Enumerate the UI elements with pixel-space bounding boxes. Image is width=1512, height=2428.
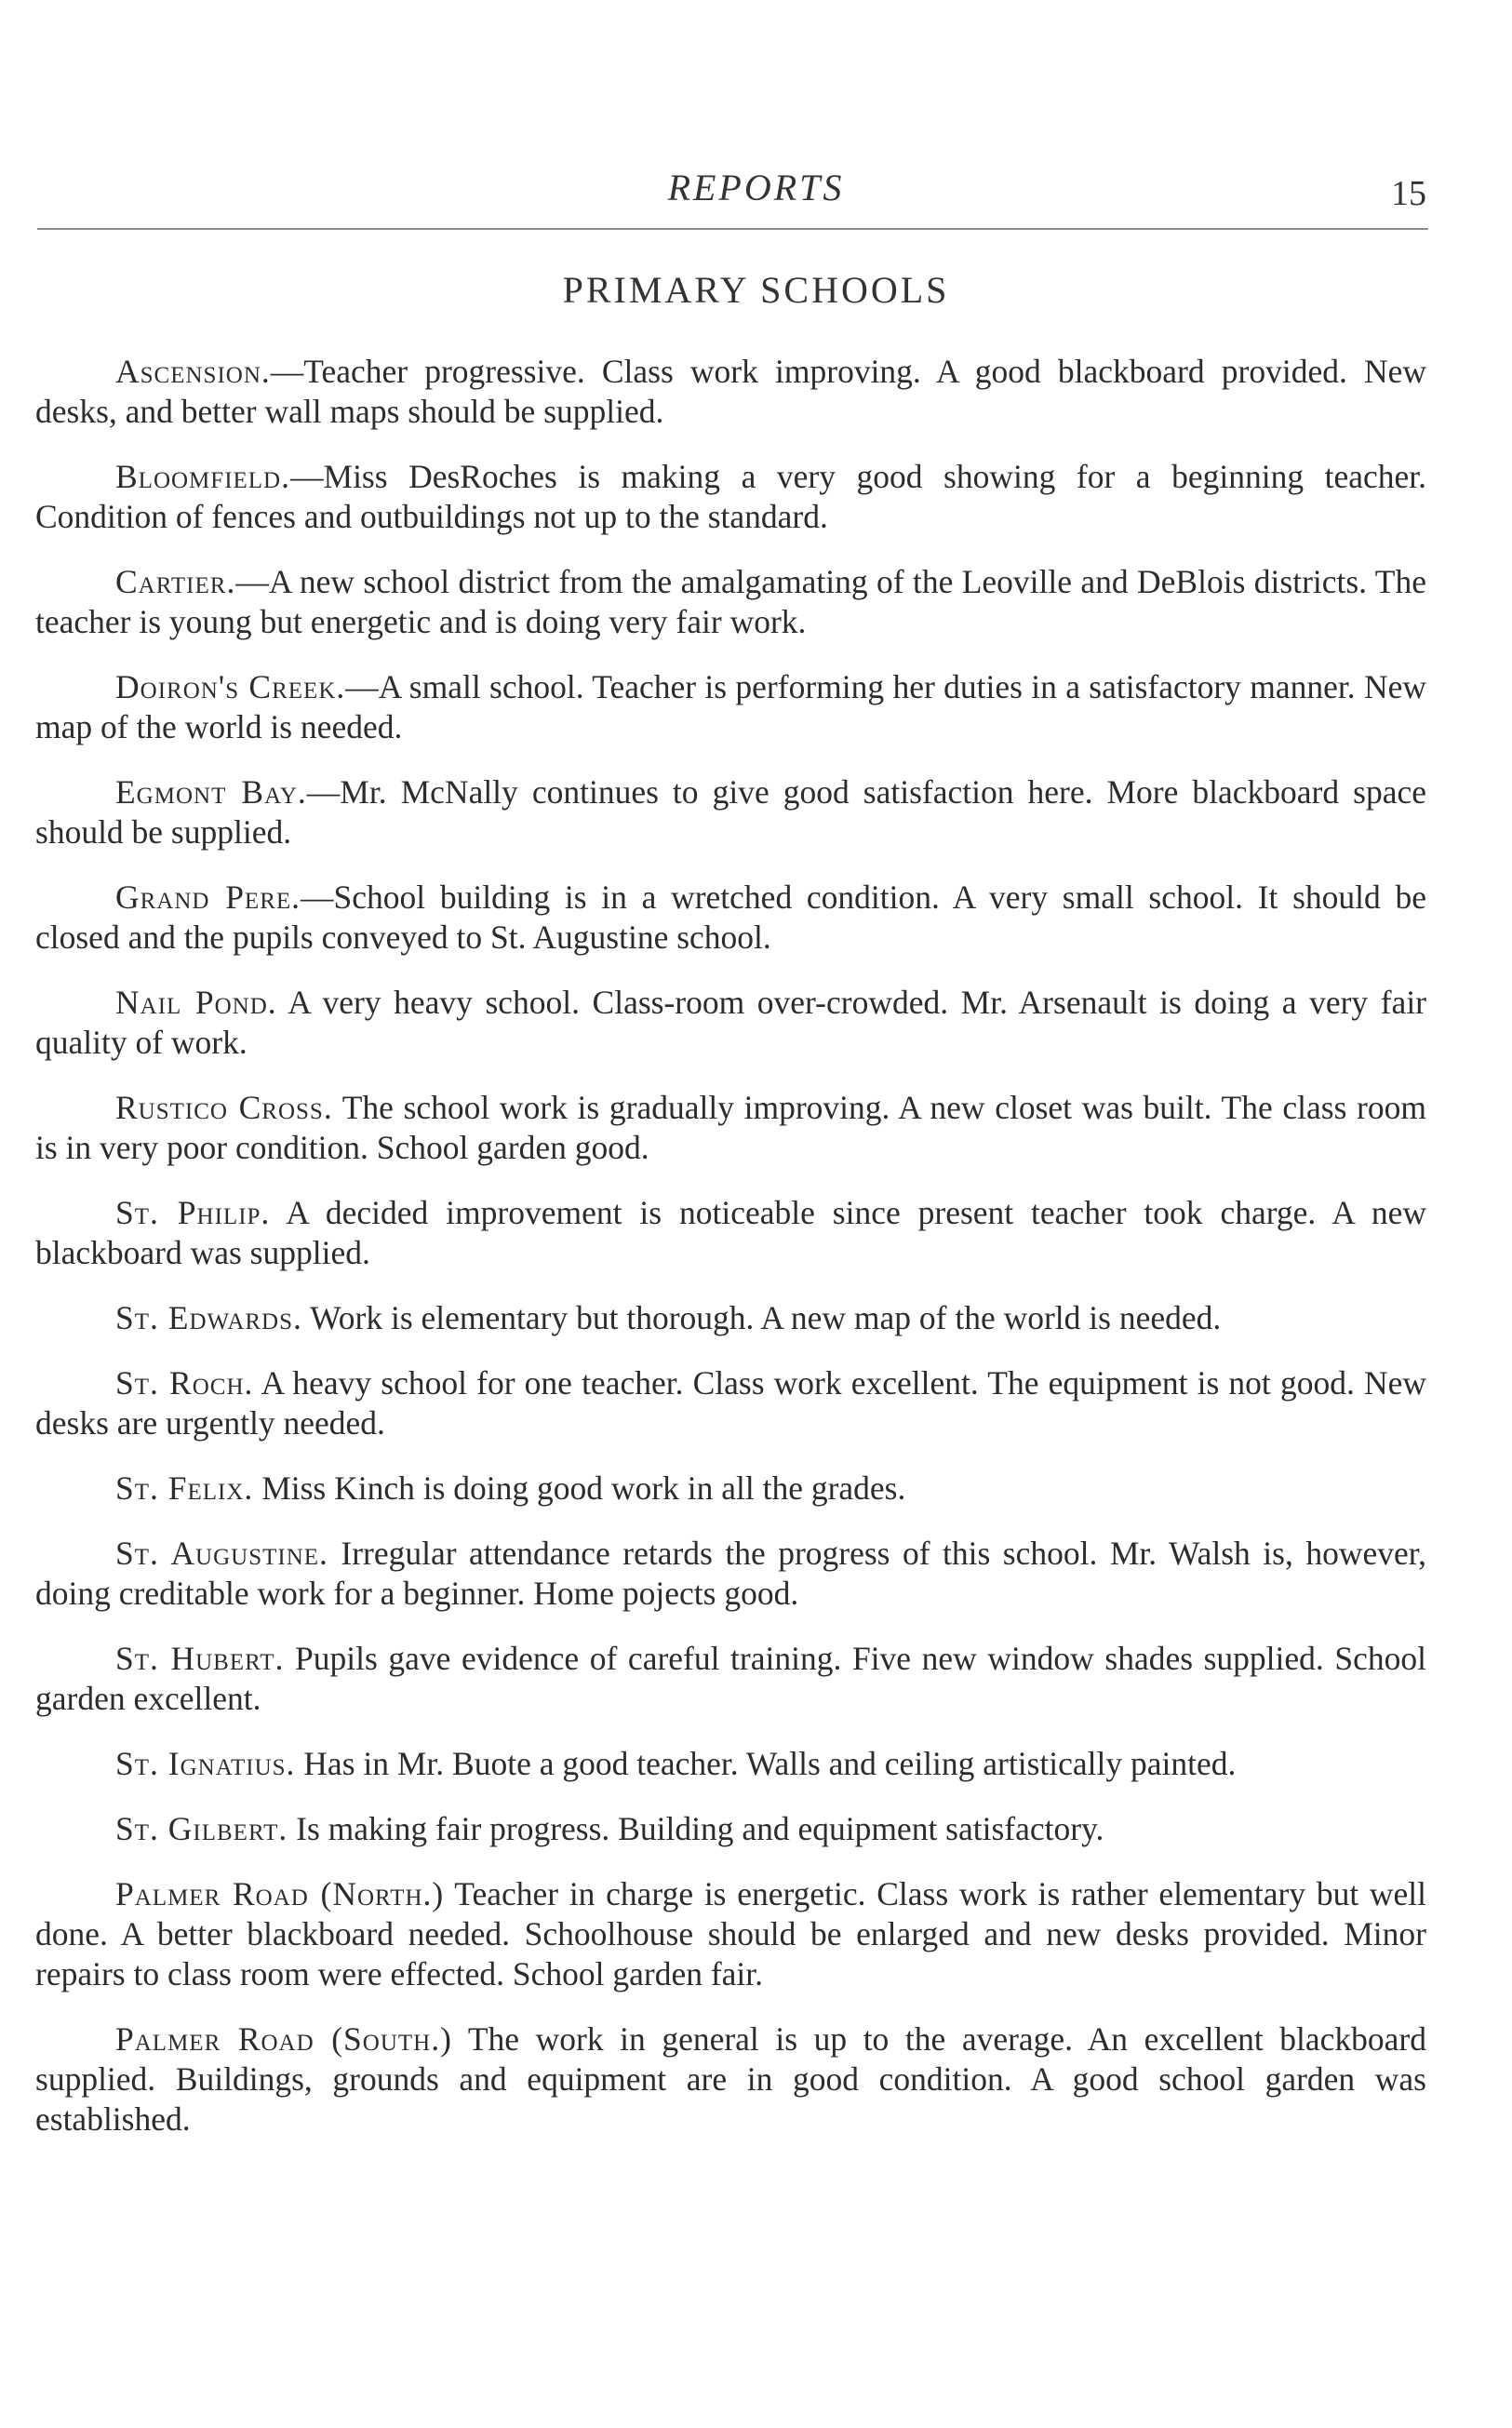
report-text: The school work is gradually improving. A new closet was built. The class room is in very poor condition. School garden good. [35,1089,1426,1166]
report-entry [35,983,1426,1063]
report-text: Irregular attendance retards the progress of this school. Mr. Walsh is, however, doing creditable work for a beginner. Home pojects good. [35,1535,1426,1612]
section-title: PRIMARY SCHOOLS [562,269,950,311]
running-title: REPORTS [667,167,845,208]
school-name: Palmer Road (North.) [115,1875,445,1912]
report-text: Pupils gave evidence of careful training. Five new window shades supplied. School garden excellent. [35,1640,1426,1717]
report-entry [35,1363,1426,1443]
school-name: St. Philip. [115,1194,271,1231]
report-entry [35,772,1426,852]
school-name: St. Edwards. [115,1299,302,1336]
report-text: Work is elementary but thorough. A new map of the world is needed. [301,1299,1222,1336]
report-entry [35,1639,1426,1719]
school-name: St. Hubert. [115,1640,285,1677]
report-text: Teacher in charge is energetic. Class work is rather elementary but well done. A better blackboard needed. Schoolhouse should be enlarged and new desks provided. Minor repairs to class room were effected. School garden fair. [35,1875,1427,1992]
report-entry [35,2019,1426,2140]
report-entry [35,1534,1426,1614]
report-text: —School building is in a wretched condition. A very small school. It should be closed and the pupils conveyed to St. Augustine school. [35,879,1427,956]
report-entry [35,667,1426,747]
report-entry [35,1809,1426,1849]
report-entry [35,1874,1426,1994]
school-name: Palmer Road (South.) [115,2020,452,2058]
school-name: Cartier. [115,563,236,600]
page-number: 15 [1391,174,1426,213]
school-name: St. Roch. [115,1364,254,1402]
report-text: —A new school district from the amalgamating of the Leoville and DeBlois districts. The teacher is young but energetic and is doing very fair work. [35,563,1426,640]
report-entry [35,878,1426,958]
report-entry [35,352,1426,432]
school-name: Ascension. [115,353,271,390]
report-text: —Teacher progressive. Class work improving. A good blackboard provided. New desks, and better wall maps should be supplied. [35,353,1426,430]
school-name: Bloomfield. [115,458,290,495]
school-name: Doiron's Creek. [115,668,346,705]
report-text: —Miss DesRoches is making a very good showing for a beginning teacher. Condition of fences and outbuildings not up to the standard. [35,458,1426,535]
report-text: Has in Mr. Buote a good teacher. Walls and ceiling artistically painted. [295,1745,1237,1782]
report-text: —A small school. Teacher is performing her duties in a satisfactory manner. New map of the world is needed. [35,668,1426,745]
report-text: Is making fair progress. Building and equipment satisfactory. [288,1810,1104,1847]
report-entry [35,1298,1426,1338]
report-text: —Mr. McNally continues to give good satisfaction here. More blackboard space should be supplied. [35,773,1426,851]
school-name: St. Augustine. [115,1535,328,1572]
report-entry [35,457,1426,537]
school-name: Grand Pere. [115,879,301,916]
header-rule [37,228,1428,230]
school-name: St. Felix. [115,1469,254,1507]
school-name: Rustico Cross. [115,1089,333,1126]
report-entry [35,1744,1426,1784]
report-text: Miss Kinch is doing good work in all the grades. [253,1469,906,1507]
running-header [0,166,1512,212]
school-name: St. Ignatius. [115,1745,296,1782]
report-text: A very heavy school. Class-room over-crowded. Mr. Arsenault is doing a very fair quality of work. [35,984,1426,1061]
report-entry [35,1088,1426,1168]
report-entry [35,562,1426,642]
school-name: Nail Pond. [115,984,277,1021]
school-name: St. Gilbert. [115,1810,288,1847]
report-entry [35,1193,1426,1273]
school-name: Egmont Bay. [115,773,307,811]
report-text: The work in general is up to the average. An excellent blackboard supplied. Buildings, grounds and equipment are in good condition. A good school garden was established. [35,2020,1427,2138]
report-text: A heavy school for one teacher. Class work excellent. The equipment is not good. New desks are urgently needed. [35,1364,1426,1442]
report-entries [35,352,1426,2165]
report-entry [35,1469,1426,1509]
report-text: A decided improvement is noticeable since present teacher took charge. A new blackboard was supplied. [35,1194,1426,1271]
